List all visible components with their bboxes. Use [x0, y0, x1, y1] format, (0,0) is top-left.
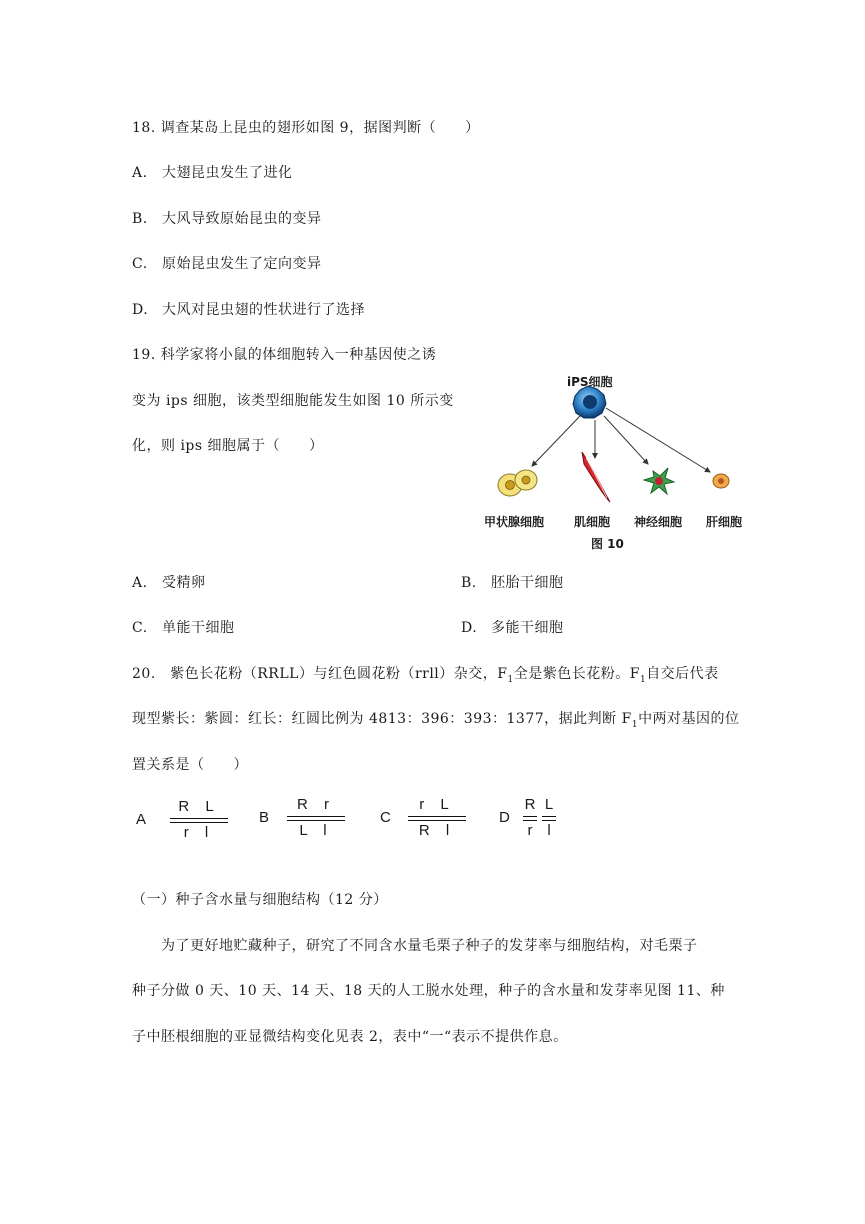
chromosome-line — [542, 816, 556, 817]
option-letter: B. — [132, 211, 148, 227]
chromosome-pair — [170, 798, 228, 844]
q20-stem-line-2 — [132, 709, 740, 735]
q20-stem-line-1 — [132, 664, 719, 690]
q20-text: 现型紫长：紫圆：红长：红圆比例为 4813：396：393：1377，据此判断 F — [132, 711, 632, 727]
q18-option-b[interactable] — [132, 209, 322, 229]
q19-stem-line-1: 19. 科学家将小鼠的体细胞转入一种基因使之诱 — [132, 347, 437, 363]
q18-option-c[interactable] — [132, 254, 322, 274]
ips-cell-icon — [573, 386, 606, 418]
q18-option-a[interactable] — [132, 163, 293, 183]
q20-choice-c[interactable] — [380, 796, 480, 842]
q19-stem-line-2: 变为 ips 细胞，该类型细胞能发生如图 10 所示变 — [132, 393, 454, 409]
q20-choice-d[interactable] — [499, 796, 569, 842]
muscle-cell-icon — [582, 452, 610, 502]
lower-allele: l — [547, 822, 551, 839]
figure-10 — [470, 368, 760, 558]
option-letter: A. — [132, 575, 148, 591]
subscript: 1 — [631, 719, 639, 730]
option-letter: A. — [132, 165, 148, 181]
option-letter: D. — [461, 620, 478, 636]
q20-stem-line-3: 置关系是（ ） — [132, 757, 248, 773]
chromosome-line — [542, 820, 556, 821]
q19-option-a[interactable] — [132, 573, 206, 593]
choice-letter: C — [380, 809, 391, 826]
lower-alleles: L l — [299, 822, 333, 839]
section-paragraph-line-1: 为了更好地贮藏种子，研究了不同含水量毛栗子种子的发芽率与细胞结构，对毛栗子 — [132, 938, 698, 954]
option-text: 大风导致原始昆虫的变异 — [162, 211, 322, 227]
q19-option-d[interactable] — [461, 618, 564, 638]
subscript: 1 — [507, 674, 514, 685]
chromosome-line — [523, 816, 537, 817]
q20-text: 中两对基因的位 — [638, 711, 740, 727]
chromosome-single — [523, 796, 537, 842]
liver-cell-label: 肝细胞 — [706, 515, 743, 529]
upper-alleles: R L — [178, 798, 220, 815]
option-letter: D. — [132, 302, 149, 318]
thyroid-cell-icon — [498, 470, 537, 496]
option-text: 原始昆虫发生了定向变异 — [162, 256, 322, 272]
section-heading: （一）种子含水量与细胞结构（12 分） — [132, 892, 388, 908]
q19-option-c[interactable] — [132, 618, 235, 638]
option-text: 大翅昆虫发生了进化 — [162, 165, 293, 181]
q18-stem: 18. 调查某岛上昆虫的翅形如图 9，据图判断（ ） — [132, 120, 480, 136]
section-paragraph-line-3: 子中胚根细胞的亚显微结构变化见表 2，表中“一“表示不提供作息。 — [132, 1029, 568, 1045]
lower-alleles: R l — [418, 822, 456, 839]
chromosome-pair — [287, 796, 345, 842]
option-letter: C. — [132, 620, 148, 636]
option-text: 单能干细胞 — [162, 620, 235, 636]
q20-text: 20. 紫色长花粉（RRLL）与红色圆花粉（rrll）杂交，F — [132, 666, 508, 682]
chromosome-line — [170, 818, 228, 819]
chromosome-line — [287, 816, 345, 817]
upper-allele: R — [524, 796, 536, 813]
chromosome-line — [523, 820, 537, 821]
q19-option-b[interactable] — [461, 573, 564, 593]
option-text: 受精卵 — [162, 575, 206, 591]
muscle-cell-label: 肌细胞 — [574, 515, 611, 529]
option-text: 大风对昆虫翅的性状进行了选择 — [162, 302, 365, 318]
nerve-cell-icon — [644, 468, 674, 494]
choice-letter: A — [136, 811, 147, 828]
arrow-to-nerve — [604, 416, 648, 464]
choice-letter: B — [259, 809, 270, 826]
q19-stem-line-3: 化，则 ips 细胞属于（ ） — [132, 438, 324, 454]
figure-caption: 图 10 — [591, 537, 624, 551]
chromosome-single — [542, 796, 556, 842]
option-text: 多能干细胞 — [491, 620, 564, 636]
option-text: 胚胎干细胞 — [491, 575, 564, 591]
chromosome-pair — [408, 796, 466, 842]
option-letter: B. — [461, 575, 477, 591]
q20-choice-a[interactable] — [136, 798, 246, 844]
q20-text: 自交后代表 — [646, 666, 719, 682]
lower-alleles: r l — [183, 824, 215, 841]
subscript: 1 — [639, 674, 647, 685]
section-paragraph-line-2: 种子分做 0 天、10 天、14 天、18 天的人工脱水处理，种子的含水量和发芽率见图 11、种 — [132, 983, 725, 999]
q20-text: 全是紫色长花粉。F — [513, 666, 640, 682]
upper-alleles: R r — [297, 796, 335, 813]
arrow-to-thyroid — [532, 416, 580, 466]
lower-allele: r — [527, 822, 533, 839]
upper-allele: L — [544, 796, 554, 813]
chromosome-line — [287, 820, 345, 821]
chromosome-line — [408, 820, 466, 821]
ips-cell-label: iPS细胞 — [567, 375, 613, 389]
arrow-to-liver — [606, 408, 710, 472]
liver-cell-icon — [713, 474, 729, 488]
option-letter: C. — [132, 256, 148, 272]
q20-choice-b[interactable] — [259, 796, 359, 842]
choice-letter: D — [499, 809, 510, 826]
nerve-cell-label: 神经细胞 — [634, 515, 683, 529]
chromosome-line — [408, 816, 466, 817]
q18-option-d[interactable] — [132, 300, 365, 320]
upper-alleles: r L — [419, 796, 455, 813]
thyroid-cell-label: 甲状腺细胞 — [484, 515, 545, 529]
chromosome-line — [170, 822, 228, 823]
